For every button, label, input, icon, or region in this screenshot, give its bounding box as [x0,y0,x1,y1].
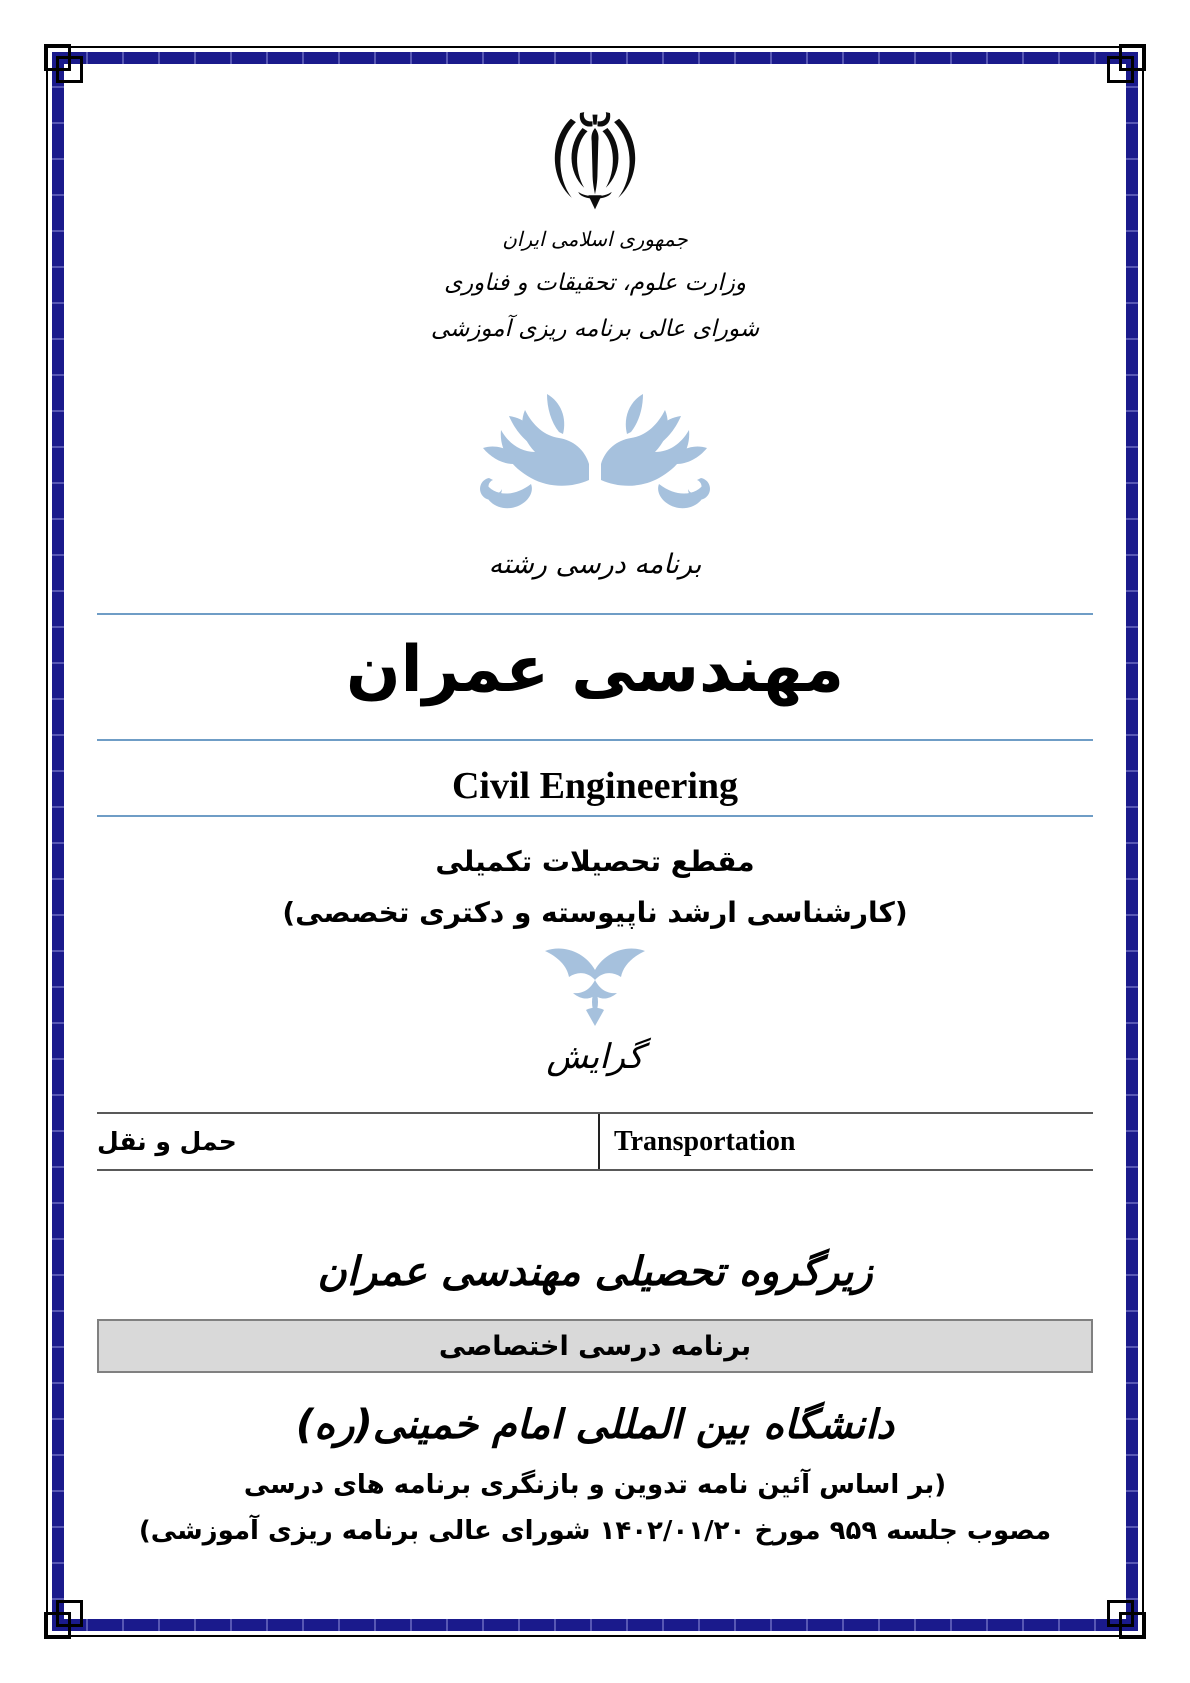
flourish-container [97,392,1093,520]
border-corner-square-icon [1107,1600,1134,1627]
approval-note-line2: مصوب جلسه ۹۵۹ مورخ ۱۴۰۲/۰۱/۲۰ شورای عالی برنامه ریزی آموزشی) [138,1516,1052,1546]
page-border-band-left [52,52,64,1631]
subgroup-title: زیرگروه تحصیلی مهندسی عمران [317,1249,873,1295]
ministry-title-line: وزارت علوم، تحقیقات و فناوری [444,270,746,296]
orientation-heading: گرایش [546,1037,644,1077]
iran-emblem-icon [542,108,648,216]
degree-level-detail: (کارشناسی ارشد ناپیوسته و دکتری تخصصی) [282,896,908,929]
divider-ornament-container [97,942,1093,1028]
horizontal-rule [97,613,1093,615]
country-title-line: جمهوری اسلامی ایران [502,227,688,251]
horizontal-rule [97,815,1093,817]
border-corner-square-icon [56,56,83,83]
emblem-container [97,108,1093,216]
approval-note-line1: (بر اساس آئین نامه تدوین و بازنگری برنامه های درسی [243,1470,947,1500]
leaf-divider-icon [539,942,651,1028]
horizontal-rule [97,739,1093,741]
border-corner-square-icon [1107,56,1134,83]
curriculum-intro-line: برنامه درسی رشته [488,549,702,580]
page-border-band-top [52,52,1138,64]
field-title-fa: مهندسی عمران [346,633,844,707]
university-title: دانشگاه بین المللی امام خمینی(ره) [295,1402,895,1448]
degree-level-title: مقطع تحصیلات تکمیلی [435,845,755,878]
section-banner-label: برنامه درسی اختصاصی [438,1330,752,1362]
orientation-cell-fa: حمل و نقل [97,1114,600,1169]
degree-level-block [97,836,1093,938]
council-title-line: شورای عالی برنامه ریزی آموزشی [430,316,760,342]
border-corner-square-icon [56,1600,83,1627]
page-border-band-bottom [52,1619,1138,1631]
section-banner [97,1319,1093,1373]
field-title-en: Civil Engineering [451,765,739,807]
page-border-band-right [1126,52,1138,1631]
floral-flourish-icon [477,392,713,520]
orientation-table [97,1112,1093,1171]
orientation-cell-en: Transportation [614,1125,796,1157]
